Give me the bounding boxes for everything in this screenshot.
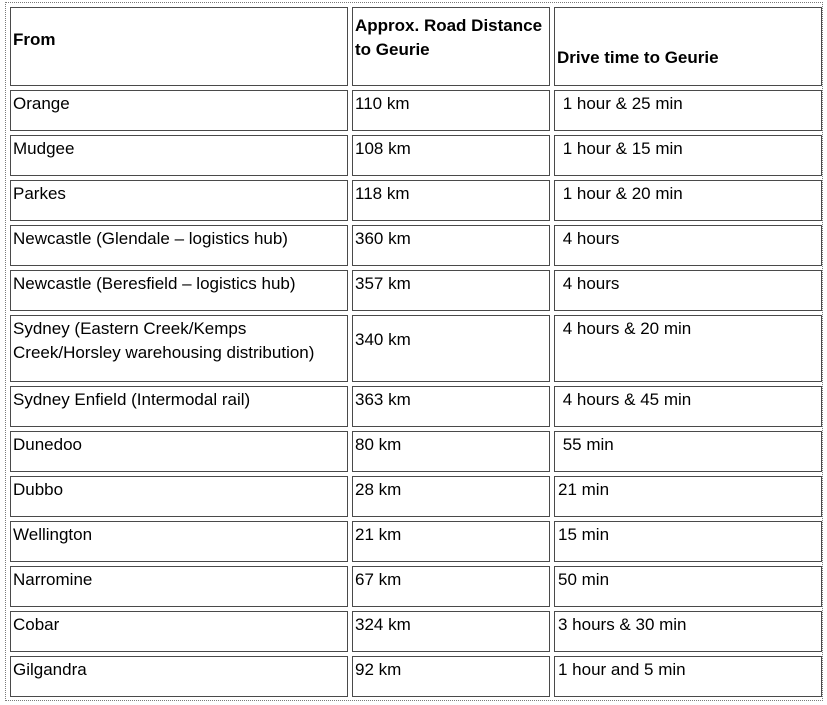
cell-from: Gilgandra xyxy=(10,656,348,697)
table-row xyxy=(10,611,822,652)
cell-distance: 92 km xyxy=(352,656,550,697)
cell-from: Dubbo xyxy=(10,476,348,517)
table-row xyxy=(10,521,822,562)
cell-drive-time: 21 min xyxy=(554,476,822,517)
cell-distance: 324 km xyxy=(352,611,550,652)
cell-distance: 80 km xyxy=(352,431,550,472)
cell-distance: 363 km xyxy=(352,386,550,427)
distance-table xyxy=(6,3,826,701)
table-row xyxy=(10,656,822,697)
cell-drive-time: 1 hour & 15 min xyxy=(554,135,822,176)
cell-drive-time: 55 min xyxy=(554,431,822,472)
cell-from: Orange xyxy=(10,90,348,131)
cell-from: Newcastle (Glendale – logistics hub) xyxy=(10,225,348,266)
table-row xyxy=(10,386,822,427)
cell-from: Parkes xyxy=(10,180,348,221)
cell-distance: 67 km xyxy=(352,566,550,607)
table-row xyxy=(10,270,822,311)
cell-distance: 118 km xyxy=(352,180,550,221)
cell-drive-time: 1 hour and 5 min xyxy=(554,656,822,697)
cell-distance: 357 km xyxy=(352,270,550,311)
cell-drive-time: 1 hour & 20 min xyxy=(554,180,822,221)
table-row xyxy=(10,135,822,176)
cell-distance: 110 km xyxy=(352,90,550,131)
header-distance: Approx. Road Distance to Geurie xyxy=(352,7,550,86)
cell-distance: 340 km xyxy=(352,315,550,382)
header-drive-time: Drive time to Geurie xyxy=(554,7,822,86)
table-row xyxy=(10,431,822,472)
cell-drive-time: 3 hours & 30 min xyxy=(554,611,822,652)
table-header-row xyxy=(10,7,822,86)
cell-from: Sydney Enfield (Intermodal rail) xyxy=(10,386,348,427)
cell-drive-time: 4 hours xyxy=(554,225,822,266)
cell-from: Sydney (Eastern Creek/Kemps Creek/Horsley warehousing distribution) xyxy=(10,315,348,382)
table-row xyxy=(10,476,822,517)
cell-drive-time: 4 hours & 45 min xyxy=(554,386,822,427)
cell-from: Mudgee xyxy=(10,135,348,176)
distance-table-container xyxy=(5,2,823,701)
cell-drive-time: 4 hours & 20 min xyxy=(554,315,822,382)
cell-from: Cobar xyxy=(10,611,348,652)
table-row xyxy=(10,90,822,131)
cell-from: Narromine xyxy=(10,566,348,607)
cell-drive-time: 4 hours xyxy=(554,270,822,311)
cell-distance: 28 km xyxy=(352,476,550,517)
table-row xyxy=(10,225,822,266)
cell-from: Wellington xyxy=(10,521,348,562)
cell-from: Dunedoo xyxy=(10,431,348,472)
cell-drive-time: 50 min xyxy=(554,566,822,607)
table-row xyxy=(10,566,822,607)
cell-drive-time: 15 min xyxy=(554,521,822,562)
table-row xyxy=(10,315,822,382)
cell-distance: 360 km xyxy=(352,225,550,266)
cell-distance: 108 km xyxy=(352,135,550,176)
header-from: From xyxy=(10,7,348,86)
cell-drive-time: 1 hour & 25 min xyxy=(554,90,822,131)
cell-distance: 21 km xyxy=(352,521,550,562)
table-row xyxy=(10,180,822,221)
cell-from: Newcastle (Beresfield – logistics hub) xyxy=(10,270,348,311)
